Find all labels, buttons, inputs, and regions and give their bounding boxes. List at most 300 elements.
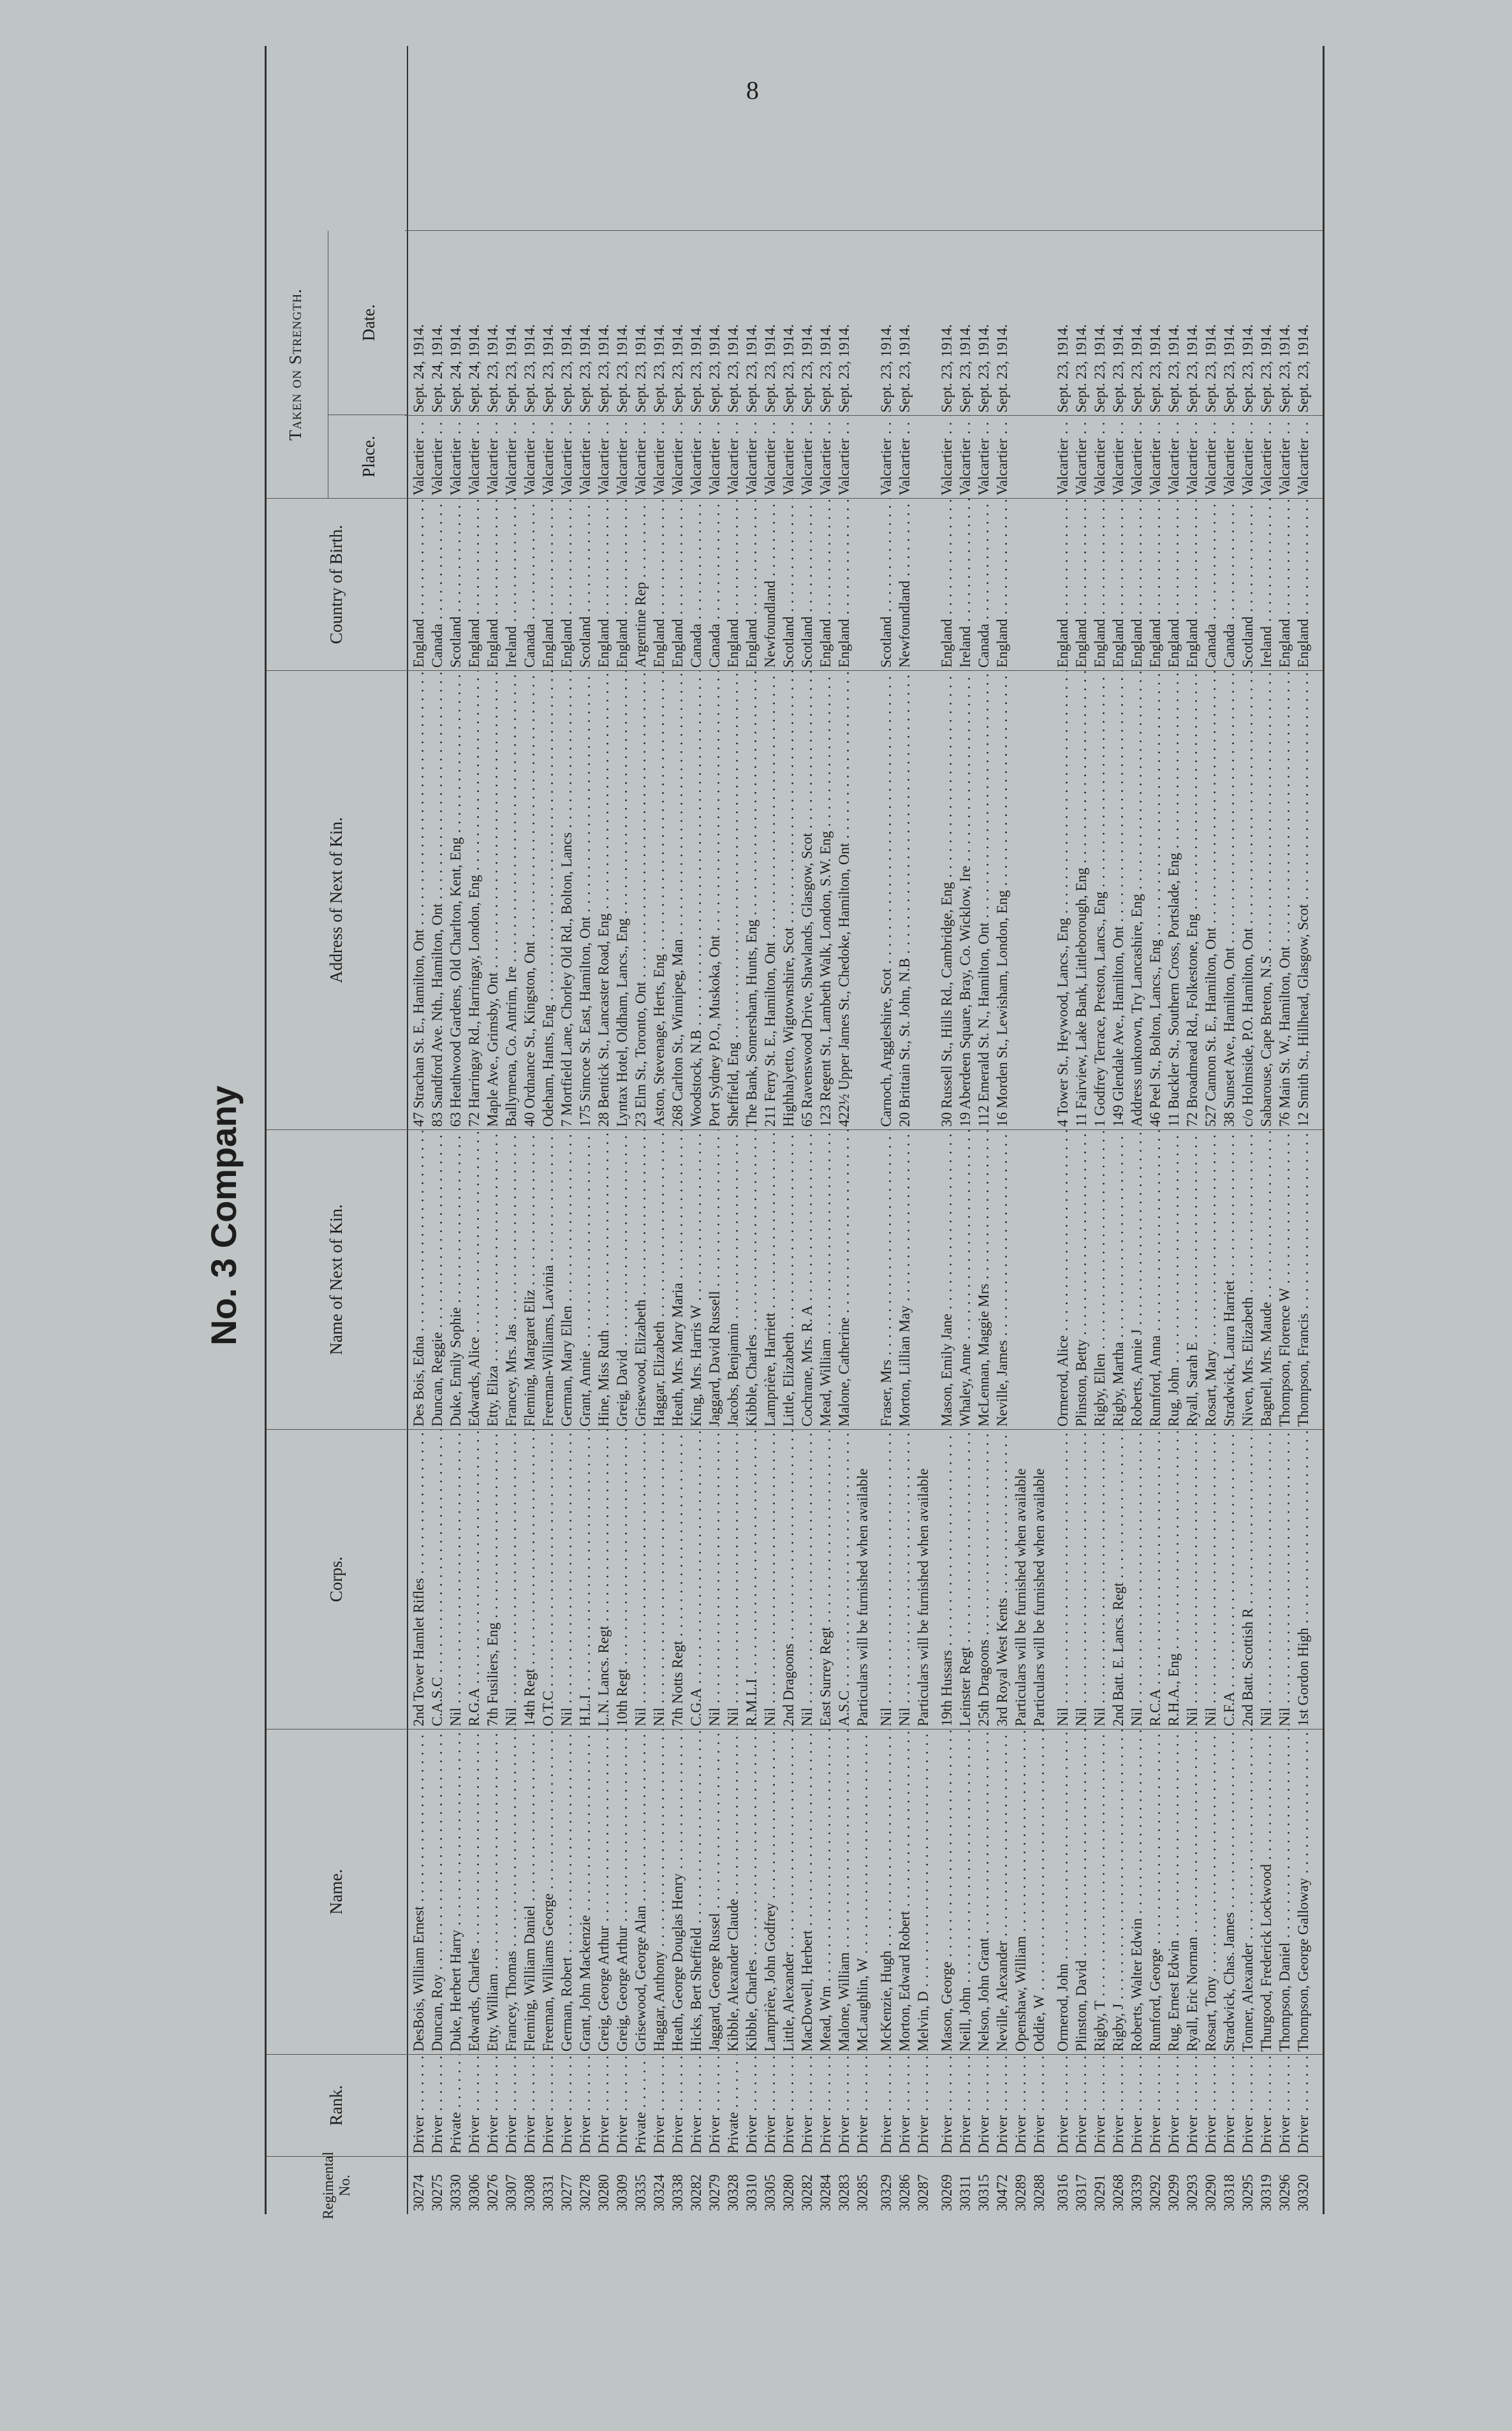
cell-date: Sept. 24, 1914. — [448, 324, 464, 413]
cell-place: Valcartier . . . — [576, 416, 594, 499]
cell-next-of-kin: Greig, David . . . — [613, 1130, 631, 1430]
cell-name: Lamprière, John Godfrey . . . — [761, 1730, 779, 2055]
cell-regimental-no: 30274 — [411, 2174, 427, 2211]
cell-name: Rigby, J . . . — [1110, 1730, 1127, 2055]
table-row — [410, 46, 427, 2214]
table-row — [429, 46, 446, 2214]
cell-name: Rumford, George . . . — [1147, 1730, 1164, 2055]
table-row — [1221, 46, 1238, 2214]
table-row — [613, 46, 631, 2214]
cell-name: Greig, George Arthur . . . — [613, 1730, 631, 2055]
cell-corps: Nil . . . — [761, 1430, 779, 1730]
table-row — [1258, 46, 1275, 2214]
cell-date: Sept. 23, 1914. — [836, 324, 852, 413]
cell-address: Maple Ave., Grimsby, Ont . . . — [484, 671, 501, 1130]
cell-address: 72 Harringay Rd., Harringay, London, Eng . . . — [466, 671, 483, 1130]
cell-country: Scotland . . . — [877, 499, 895, 671]
cell-regimental-no: 30316 — [1055, 2174, 1071, 2211]
cell-country: Scotland . . . — [1239, 499, 1256, 671]
cell-name: Openshaw, William . . . — [1012, 1730, 1029, 2055]
cell-address: Aston, Stevenage, Herts, Eng . . . — [650, 671, 668, 1130]
cell-regimental-no: 30295 — [1240, 2174, 1256, 2211]
cell-place: Valcartier . . . — [1258, 416, 1275, 499]
cell-rank: Driver . . . — [761, 2055, 779, 2157]
cell-country: England . . . — [595, 499, 612, 671]
cell-name: Roberts, Walter Edwin . . . — [1128, 1730, 1145, 2055]
cell-place: Valcartier . . . — [1165, 416, 1182, 499]
cell-place: Valcartier . . . — [503, 416, 520, 499]
cell-address: Lyntax Hotel, Oldham, Lancs., Eng . . . — [613, 671, 631, 1130]
cell-rank: Driver . . . — [1073, 2055, 1090, 2157]
cell-country: Canada . . . — [429, 499, 446, 671]
cell-regimental-no: 30330 — [448, 2174, 464, 2211]
cell-rank: Driver . . . — [1258, 2055, 1275, 2157]
cell-next-of-kin: Little, Elizabeth . . . — [780, 1130, 797, 1430]
cell-corps: Leinster Regt . . . — [957, 1430, 974, 1730]
table-row — [484, 46, 501, 2214]
cell-date: Sept. 23, 1914. — [559, 324, 575, 413]
cell-next-of-kin: Cochrane, Mrs. R. A . . . — [798, 1130, 816, 1430]
cell-rank: Driver . . . — [835, 2055, 853, 2157]
cell-date: Sept. 23, 1914. — [1110, 324, 1126, 413]
cell-address: Address unknown, Try Lancashire, Eng . . . — [1128, 671, 1145, 1130]
cell-regimental-no: 30335 — [633, 2174, 649, 2211]
cell-corps: Nil . . . — [1184, 1430, 1201, 1730]
cell-name: Thompson, George Galloway . . . — [1295, 1730, 1312, 2055]
cell-address: 38 Sunset Ave., Hamilton, Ont . . . — [1221, 671, 1238, 1130]
cell-name: Grant, John Mackenzie . . . — [576, 1730, 594, 2055]
cell-corps: Particulars will be furnished when available — [915, 1468, 931, 1726]
cell-regimental-no: 30309 — [614, 2174, 630, 2211]
cell-name: Fleming, William Daniel . . . — [521, 1730, 538, 2055]
cell-address: 1 Godfrey Terrace, Preston, Lancs., Eng . . . — [1091, 671, 1108, 1130]
cell-name: Grisewood, George Alan . . . — [632, 1730, 649, 2055]
cell-rank: Driver . . . — [521, 2055, 538, 2157]
cell-name: Melvin, D . . . — [914, 1730, 932, 2055]
cell-next-of-kin: Plinston, Betty . . . — [1073, 1130, 1090, 1430]
cell-name: Rosart, Tony . . . — [1202, 1730, 1219, 2055]
cell-next-of-kin: King, Mrs. Harris W . . . — [687, 1130, 705, 1430]
cell-corps: C.A.S.C . . . — [429, 1430, 446, 1730]
cell-rank: Driver . . . — [484, 2055, 501, 2157]
cell-regimental-no: 30291 — [1092, 2174, 1108, 2211]
cell-next-of-kin: Whaley, Anne . . . — [957, 1130, 974, 1430]
header-date: Date. — [359, 304, 378, 341]
cell-place: Valcartier . . . — [1239, 416, 1256, 499]
cell-regimental-no: 30275 — [429, 2174, 445, 2211]
cell-date: Sept. 23, 1914. — [614, 324, 630, 413]
cell-corps: 10th Regt . . . — [613, 1430, 631, 1730]
cell-place: Valcartier . . . — [706, 416, 723, 499]
cell-next-of-kin: Freeman-Williams, Lavinia . . . — [539, 1130, 557, 1430]
cell-place: Valcartier . . . — [896, 416, 913, 499]
cell-regimental-no: 30288 — [1031, 2174, 1047, 2211]
cell-rank: Driver . . . — [957, 2055, 974, 2157]
cell-rank: Driver . . . — [1054, 2055, 1071, 2157]
cell-name: Freeman, Williams George . . . — [539, 1730, 557, 2055]
cell-place: Valcartier . . . — [1202, 416, 1219, 499]
cell-date: Sept. 23, 1914. — [1166, 324, 1182, 413]
cell-place: Valcartier . . . — [1295, 416, 1312, 499]
cell-country: England . . . — [669, 499, 686, 671]
cell-next-of-kin: Etty, Eliza . . . — [484, 1130, 501, 1430]
header-rank: Rank. — [267, 2055, 407, 2157]
cell-date: Sept. 23, 1914. — [1055, 324, 1071, 413]
cell-next-of-kin: Niven, Mrs. Elizabeth . . . — [1239, 1130, 1256, 1430]
header-next-of-kin: Name of Next of Kin. — [267, 1130, 407, 1430]
cell-address: 527 Cannon St. E., Hamilton, Ont . . . — [1202, 671, 1219, 1130]
cell-name: German, Robert . . . — [558, 1730, 575, 2055]
cell-corps: Nil . . . — [1128, 1430, 1145, 1730]
cell-country: England . . . — [558, 499, 575, 671]
cell-rank: Driver . . . — [410, 2055, 427, 2157]
cell-corps: Nil . . . — [877, 1430, 895, 1730]
header-place: Place. — [359, 436, 378, 478]
cell-date: Sept. 23, 1914. — [633, 324, 649, 413]
cell-address: 422½ Upper James St., Chedoke, Hamilton, Ont . . . — [835, 671, 853, 1130]
cell-date: Sept. 23, 1914. — [994, 324, 1010, 413]
cell-date: Sept. 23, 1914. — [503, 324, 519, 413]
cell-rank: Driver . . . — [817, 2055, 834, 2157]
cell-rank: Driver . . . — [896, 2055, 913, 2157]
roster-table — [265, 46, 1325, 2220]
cell-address: Woodstock, N.B . . . — [687, 671, 705, 1130]
cell-date: Sept. 23, 1914. — [522, 324, 538, 413]
cell-address: 40 Ordnance St., Kingston, Ont . . . — [521, 671, 538, 1130]
cell-country: England . . . — [1073, 499, 1090, 671]
cell-rank: Driver . . . — [1128, 2055, 1145, 2157]
cell-address: Ballymena, Co. Antrim, Ire . . . — [503, 671, 520, 1130]
cell-next-of-kin: Mason, Emily Jane . . . — [938, 1130, 955, 1430]
cell-rank: Driver . . . — [1110, 2055, 1127, 2157]
cell-regimental-no: 30283 — [836, 2174, 852, 2211]
cell-address: 268 Carlton St., Winnipeg, Man . . . — [669, 671, 686, 1130]
cell-rank: Driver . . . — [1276, 2055, 1293, 2157]
table-row — [957, 46, 974, 2214]
cell-corps: Nil . . . — [447, 1430, 464, 1730]
cell-address: 30 Russell St., Hills Rd., Cambridge, Eng . . . — [938, 671, 955, 1130]
table-row — [1202, 46, 1219, 2214]
cell-rank: Driver . . . — [975, 2055, 992, 2157]
cell-regimental-no: 30284 — [818, 2174, 833, 2211]
cell-date: Sept. 23, 1914. — [1147, 324, 1163, 413]
cell-date: Sept. 23, 1914. — [577, 324, 593, 413]
header-regimental-no: Regimental No. — [319, 2151, 353, 2220]
cell-date: Sept. 23, 1914. — [1092, 324, 1108, 413]
cell-date: Sept. 23, 1914. — [939, 324, 955, 413]
cell-regimental-no: 30317 — [1073, 2174, 1089, 2211]
cell-corps: 2nd Batt. E. Lancs. Regt . . . — [1110, 1430, 1127, 1730]
cell-corps: Particulars will be furnished when available — [1031, 1468, 1047, 1726]
cell-date: Sept. 23, 1914. — [1184, 324, 1200, 413]
cell-country: England . . . — [410, 499, 427, 671]
cell-next-of-kin: Edwards, Alice . . . — [466, 1130, 483, 1430]
table-row — [1031, 46, 1048, 2214]
cell-name: Neville, Alexander . . . — [994, 1730, 1011, 2055]
table-row — [447, 46, 464, 2214]
cell-next-of-kin: Lamprière, Harriett . . . — [761, 1130, 779, 1430]
cell-name: Greig, George Arthur . . . — [595, 1730, 612, 2055]
cell-corps: East Surrey Regt . . . — [817, 1430, 834, 1730]
table-header — [265, 46, 408, 2220]
cell-place: Valcartier . . . — [650, 416, 668, 499]
cell-address: Port Sydney P.O., Muskoka, Ont . . . — [706, 671, 723, 1130]
cell-regimental-no: 30319 — [1258, 2174, 1274, 2211]
cell-country: Scotland . . . — [447, 499, 464, 671]
cell-name: Mead, Wm . . . — [817, 1730, 834, 2055]
cell-country: Newfoundland . . . — [896, 499, 913, 671]
cell-country: England . . . — [1295, 499, 1312, 671]
cell-next-of-kin: Ryall, Sarah E . . . — [1184, 1130, 1201, 1430]
cell-rank: Private . . . — [447, 2055, 464, 2157]
cell-country: England . . . — [539, 499, 557, 671]
cell-name: Jaggard, George Russel . . . — [706, 1730, 723, 2055]
cell-date: Sept. 23, 1914. — [957, 324, 973, 413]
cell-corps: C.G.A . . . — [687, 1430, 705, 1730]
table-row — [521, 46, 538, 2214]
cell-corps: 14th Regt . . . — [521, 1430, 538, 1730]
table-row — [1239, 46, 1256, 2214]
cell-regimental-no: 30299 — [1166, 2174, 1182, 2211]
cell-address: 12 Smith St., Hillhead, Glasgow, Scot . . . — [1295, 671, 1312, 1130]
cell-rank: Driver . . . — [1221, 2055, 1238, 2157]
cell-address: Sheffield, Eng . . . — [724, 671, 742, 1130]
cell-name: Edwards, Charles . . . — [466, 1730, 483, 2055]
cell-date: Sept. 23, 1914. — [799, 324, 815, 413]
header-taken-on-strength — [267, 231, 407, 499]
cell-rank: Driver . . . — [1202, 2055, 1219, 2157]
cell-place: Valcartier . . . — [994, 416, 1011, 499]
cell-date: Sept. 24, 1914. — [429, 324, 445, 413]
table-row — [539, 46, 557, 2214]
cell-regimental-no: 30293 — [1184, 2174, 1200, 2211]
cell-place: Valcartier . . . — [687, 416, 705, 499]
cell-name: Duncan, Roy . . . — [429, 1730, 446, 2055]
cell-country: England . . . — [743, 499, 760, 671]
cell-regimental-no: 30315 — [976, 2174, 992, 2211]
cell-regimental-no: 30289 — [1013, 2174, 1029, 2211]
cell-country: England . . . — [466, 499, 483, 671]
cell-rank: Driver . . . — [558, 2055, 575, 2157]
table-row — [632, 46, 649, 2214]
cell-regimental-no: 30318 — [1221, 2174, 1237, 2211]
cell-corps: Particulars will be furnished when available — [1013, 1468, 1029, 1726]
cell-address: 46 Peel St., Bolton, Lancs., Eng . . . — [1147, 671, 1164, 1130]
cell-corps: Nil . . . — [1091, 1430, 1108, 1730]
cell-place: Valcartier . . . — [466, 416, 483, 499]
cell-date: Sept. 23, 1914. — [1240, 324, 1256, 413]
table-row — [1073, 46, 1090, 2214]
cell-regimental-no: 30269 — [939, 2174, 955, 2211]
table-row — [1184, 46, 1201, 2214]
cell-next-of-kin: Rigby, Ellen . . . — [1091, 1130, 1108, 1430]
cell-rank: Driver . . . — [466, 2055, 483, 2157]
cell-corps: Nil . . . — [558, 1430, 575, 1730]
cell-corps: O.T.C . . . — [539, 1430, 557, 1730]
cell-corps: 3rd Royal West Kents . . . — [994, 1430, 1011, 1730]
cell-next-of-kin: Mead, William . . . — [817, 1130, 834, 1430]
cell-name: Kibble, Alexander Claude . . . — [724, 1730, 742, 2055]
cell-rank: Driver . . . — [743, 2055, 760, 2157]
cell-corps: Nil . . . — [1202, 1430, 1219, 1730]
cell-date: Sept. 23, 1914. — [725, 324, 741, 413]
cell-place: Valcartier . . . — [429, 416, 446, 499]
cell-next-of-kin: Morton, Lillian May . . . — [896, 1130, 913, 1430]
page-title: No. 3 Company — [203, 1085, 244, 1346]
table-row — [975, 46, 992, 2214]
page-number: 8 — [746, 76, 759, 105]
cell-name: Thurgood, Frederick Lockwood . . . — [1258, 1730, 1275, 2055]
cell-country: Canada . . . — [706, 499, 723, 671]
cell-country: Canada . . . — [975, 499, 992, 671]
cell-corps: 19th Hussars . . . — [938, 1430, 955, 1730]
header-name: Name. — [267, 1730, 407, 2055]
cell-next-of-kin: Fraser, Mrs . . . — [877, 1130, 895, 1430]
cell-regimental-no: 30472 — [994, 2174, 1010, 2211]
cell-country: Ireland . . . — [957, 499, 974, 671]
cell-place: Valcartier . . . — [835, 416, 853, 499]
table-row — [938, 46, 955, 2214]
cell-regimental-no: 30268 — [1110, 2174, 1126, 2211]
cell-corps: 7th Fusiliers, Eng . . . — [484, 1430, 501, 1730]
cell-date: Sept. 23, 1914. — [762, 324, 778, 413]
cell-address: 72 Broadmead Rd., Folkestone, Eng . . . — [1184, 671, 1201, 1130]
cell-country: Scotland . . . — [576, 499, 594, 671]
cell-place: Valcartier . . . — [447, 416, 464, 499]
cell-regimental-no: 30306 — [466, 2174, 482, 2211]
table-row — [896, 46, 913, 2214]
cell-next-of-kin: Rigby, Martha . . . — [1110, 1130, 1127, 1430]
cell-date: Sept. 23, 1914. — [818, 324, 833, 413]
cell-regimental-no: 30311 — [957, 2175, 973, 2211]
cell-place: Valcartier . . . — [595, 416, 612, 499]
cell-place: Valcartier . . . — [1054, 416, 1071, 499]
cell-place: Valcartier . . . — [1128, 416, 1145, 499]
table-row — [817, 46, 834, 2214]
cell-regimental-no: 30305 — [762, 2174, 778, 2211]
cell-place: Valcartier . . . — [938, 416, 955, 499]
cell-rank: Driver . . . — [798, 2055, 816, 2157]
cell-corps: H.L.I . . . — [576, 1430, 594, 1730]
cell-date: Sept. 23, 1914. — [540, 324, 556, 413]
cell-corps: R.M.L.I . . . — [743, 1430, 760, 1730]
cell-place: Valcartier . . . — [410, 416, 427, 499]
cell-name: Haggar, Anthony . . . — [650, 1730, 668, 2055]
cell-rank: Private . . . — [724, 2055, 742, 2157]
table-row — [1147, 46, 1164, 2214]
cell-place: Valcartier . . . — [613, 416, 631, 499]
table-row — [1110, 46, 1127, 2214]
cell-address: 211 Ferry St. E., Hamilton, Ont . . . — [761, 671, 779, 1130]
cell-next-of-kin: Fleming, Margaret Eliz . . . — [521, 1130, 538, 1430]
cell-place: Valcartier . . . — [957, 416, 974, 499]
cell-corps: Nil . . . — [1276, 1430, 1293, 1730]
cell-rank: Driver . . . — [650, 2055, 668, 2157]
cell-next-of-kin: German, Mary Ellen . . . — [558, 1130, 575, 1430]
cell-next-of-kin: Heath, Mrs. Mary Maria . . . — [669, 1130, 686, 1430]
table-row — [576, 46, 594, 2214]
table-row — [1128, 46, 1145, 2214]
cell-address: 112 Emerald St. N., Hamilton, Ont . . . — [975, 671, 992, 1130]
cell-regimental-no: 30280 — [781, 2174, 796, 2211]
cell-date: Sept. 23, 1914. — [781, 324, 796, 413]
cell-country: England . . . — [724, 499, 742, 671]
cell-corps: 25th Dragoons . . . — [975, 1430, 992, 1730]
cell-place: Valcartier . . . — [1276, 416, 1293, 499]
cell-corps: Nil . . . — [503, 1430, 520, 1730]
cell-regimental-no: 30285 — [855, 2174, 870, 2211]
cell-regimental-no: 30282 — [688, 2174, 704, 2211]
cell-rank: Driver . . . — [1031, 2055, 1048, 2157]
cell-name: Morton, Edward Robert . . . — [896, 1730, 913, 2055]
cell-regimental-no: 30308 — [522, 2174, 538, 2211]
cell-rank: Driver . . . — [1147, 2055, 1164, 2157]
cell-country: England . . . — [994, 499, 1011, 671]
cell-name: McLaughlin, W . . . — [854, 1730, 871, 2055]
cell-country: England . . . — [1128, 499, 1145, 671]
cell-corps: Nil . . . — [650, 1430, 668, 1730]
cell-country: Scotland . . . — [780, 499, 797, 671]
cell-name: Thompson, Daniel . . . — [1276, 1730, 1293, 2055]
cell-country: Ireland . . . — [503, 499, 520, 671]
cell-address: Highhalyetto, Wigtownshire, Scot . . . — [780, 671, 797, 1130]
cell-rank: Driver . . . — [669, 2055, 686, 2157]
cell-name: Hicks, Bert Sheffield . . . — [687, 1730, 705, 2055]
cell-place: Valcartier . . . — [1147, 416, 1164, 499]
cell-rank: Private . . . — [632, 2055, 649, 2157]
cell-place: Valcartier . . . — [1073, 416, 1090, 499]
cell-address: 11 Fairview, Lake Bank, Littleborough, Eng . . . — [1073, 671, 1090, 1130]
cell-regimental-no: 30331 — [540, 2174, 556, 2211]
cell-country: Newfoundland . . . — [761, 499, 779, 671]
cell-name: MacDowell, Herbert . . . — [798, 1730, 816, 2055]
cell-address: 11 Buckler St., Southern Cross, Portslade, Eng . . . — [1165, 671, 1182, 1130]
cell-country: Scotland . . . — [798, 499, 816, 671]
header-corps: Corps. — [267, 1430, 407, 1730]
cell-date: Sept. 23, 1914. — [596, 324, 612, 413]
cell-country: England . . . — [835, 499, 853, 671]
cell-date: Sept. 23, 1914. — [1129, 324, 1145, 413]
cell-name: Rug, Ernest Edwin . . . — [1165, 1730, 1182, 2055]
cell-rank: Driver . . . — [539, 2055, 557, 2157]
cell-rank: Driver . . . — [994, 2055, 1011, 2157]
cell-address: 47 Strachan St. E., Hamilton, Ont . . . — [410, 671, 427, 1130]
cell-rank: Driver . . . — [706, 2055, 723, 2157]
cell-rank: Driver . . . — [1295, 2055, 1312, 2157]
cell-corps: Particulars will be furnished when available — [855, 1468, 870, 1726]
table-row — [1054, 46, 1071, 2214]
cell-next-of-kin: Stradwick, Laura Harriet . . . — [1221, 1130, 1238, 1430]
cell-next-of-kin: Rumford, Anna . . . — [1147, 1130, 1164, 1430]
cell-country: England . . . — [1165, 499, 1182, 671]
header-country: Country of Birth. — [267, 499, 407, 671]
cell-regimental-no: 30280 — [596, 2174, 612, 2211]
table-row — [994, 46, 1011, 2214]
cell-date: Sept. 24, 1914. — [411, 324, 427, 413]
cell-next-of-kin: Malone, Catherine . . . — [835, 1130, 853, 1430]
cell-address: Carnoch, Arggleshire, Scot . . . — [877, 671, 895, 1130]
cell-date: Sept. 23, 1914. — [1277, 324, 1293, 413]
table-row — [466, 46, 483, 2214]
table-row — [835, 46, 853, 2214]
cell-corps: R.G.A . . . — [466, 1430, 483, 1730]
cell-country: Ireland . . . — [1258, 499, 1275, 671]
cell-country: England . . . — [613, 499, 631, 671]
cell-regimental-no: 30290 — [1203, 2174, 1219, 2211]
cell-country: England . . . — [1276, 499, 1293, 671]
table-row — [877, 46, 895, 2214]
cell-date: Sept. 23, 1914. — [744, 324, 760, 413]
